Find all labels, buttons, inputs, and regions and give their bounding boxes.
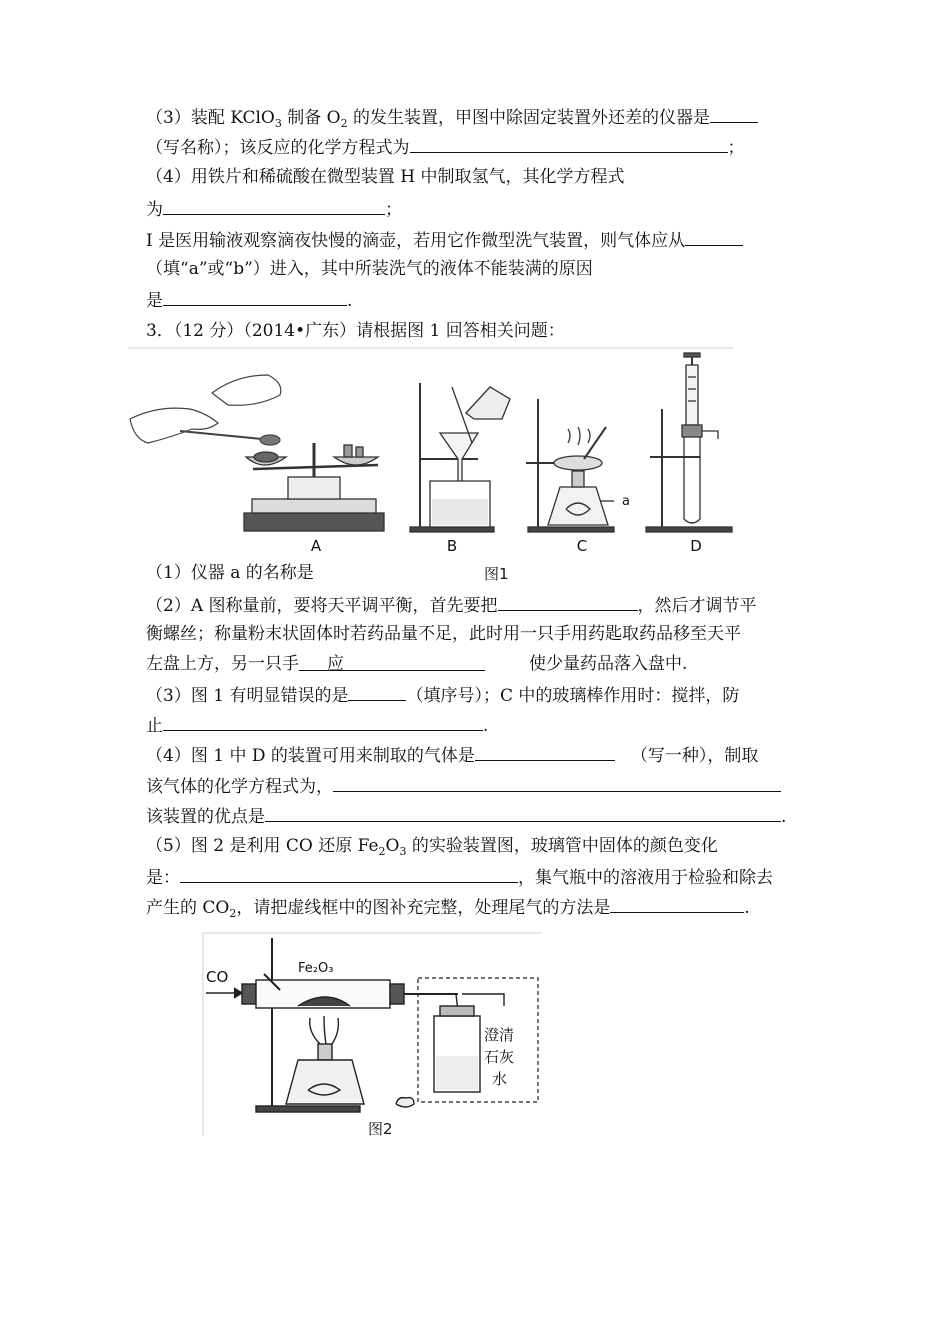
limewater-label-line1: 澄清	[484, 1026, 515, 1044]
sub4-line3: 该装置的优点是 .	[146, 803, 786, 829]
fig1-label-c: C	[576, 537, 588, 555]
q4-line1: （4）用铁片和稀硫酸在微型装置 H 中制取氢气，其化学方程式	[146, 167, 625, 187]
sub1-line: （1）仪器 a 的名称是	[146, 563, 314, 583]
limewater-label-line2: 石灰	[484, 1048, 515, 1066]
answer-blank[interactable]	[163, 287, 347, 306]
q3-line2: （写名称）；该反应的化学方程式为 ；	[146, 134, 745, 160]
sub3-line2: 止 .	[146, 712, 488, 738]
sub3-line1: （3）图 1 有明显错误的是 （填序号）；C 中的玻璃棒作用时：搅拌，防	[146, 682, 739, 708]
hands-icon	[130, 375, 281, 445]
answer-blank[interactable]	[163, 712, 483, 731]
answer-blank[interactable]	[180, 864, 518, 883]
fig1-label-a: A	[310, 537, 322, 555]
co-label: CO	[206, 968, 229, 986]
instrument-a-label: a	[622, 494, 630, 509]
answer-blank[interactable]	[475, 742, 615, 761]
gas-generator-apparatus	[646, 353, 732, 532]
fig1-label-b: B	[446, 537, 458, 555]
figure2	[202, 932, 542, 1137]
fe2o3-label: Fe₂O₃	[298, 961, 334, 976]
sub5-line3: 产生的 $CO_2$，请把虚线框中的图补充完整，处理尾气的方法是 .	[146, 894, 750, 920]
filtration-apparatus	[410, 383, 510, 532]
balance-apparatus	[244, 443, 384, 531]
sub4-line2: 该气体的化学方程式为，	[146, 773, 781, 799]
figure1	[128, 347, 733, 562]
figure2-caption: 图2	[368, 1120, 393, 1138]
answer-blank[interactable]	[710, 104, 758, 123]
answer-blank[interactable]	[348, 682, 406, 701]
limewater-label-line3: 水	[492, 1070, 508, 1088]
answer-blank[interactable]	[333, 773, 781, 792]
answer-blank[interactable]: 应	[299, 652, 485, 671]
answer-blank[interactable]	[610, 894, 744, 913]
answer-blank[interactable]	[498, 592, 638, 611]
answer-blank[interactable]	[685, 227, 743, 246]
q4-line2: 为 ；	[146, 196, 402, 222]
sub2-line2: 衡螺丝；称量粉末状固体时若药品量不足，此时用一只手用药匙取药品移至天平	[146, 624, 741, 644]
sub4-line1: （4）图 1 中 D 的装置可用来制取的气体是 （写一种），制取	[146, 742, 758, 768]
answer-blank[interactable]	[410, 134, 728, 153]
sub5-line2: 是： ，集气瓶中的溶液用于检验和除去	[146, 864, 773, 890]
evaporation-apparatus	[526, 399, 614, 532]
q4-line3: I 是医用输液观察滴夜快慢的滴壶，若用它作微型洗气装置，则气体应从	[146, 227, 743, 253]
sub2-line1: （2）A 图称量前，要将天平调平衡，首先要把 ，然后才调节平	[146, 592, 757, 618]
sub2-line3: 左盘上方，另一只手 应 使少量药品落入盘中.	[146, 654, 688, 674]
answer-blank[interactable]	[265, 803, 781, 822]
problem3-header: 3．（12 分）（2014•广东）请根据图 1 回答相关问题：	[146, 321, 565, 341]
answer-blank[interactable]	[163, 196, 385, 215]
sub5-line1: （5）图 2 是利用 CO 还原 $Fe_2O_3$ 的实验装置图，玻璃管中固体的颜色变化	[146, 836, 718, 858]
q4-line5: 是 .	[146, 287, 352, 313]
figure1-caption: 图1	[484, 565, 509, 583]
fig1-label-d: D	[690, 537, 702, 555]
q4-line4: （填“a”或“b”）进入，其中所装洗气的液体不能装满的原因	[146, 259, 593, 279]
q3-line1: （3）装配 KClO$_3$ 制备 $O_2$ 的发生装置，甲图中除固定装置外还差的仪器是	[146, 104, 758, 130]
